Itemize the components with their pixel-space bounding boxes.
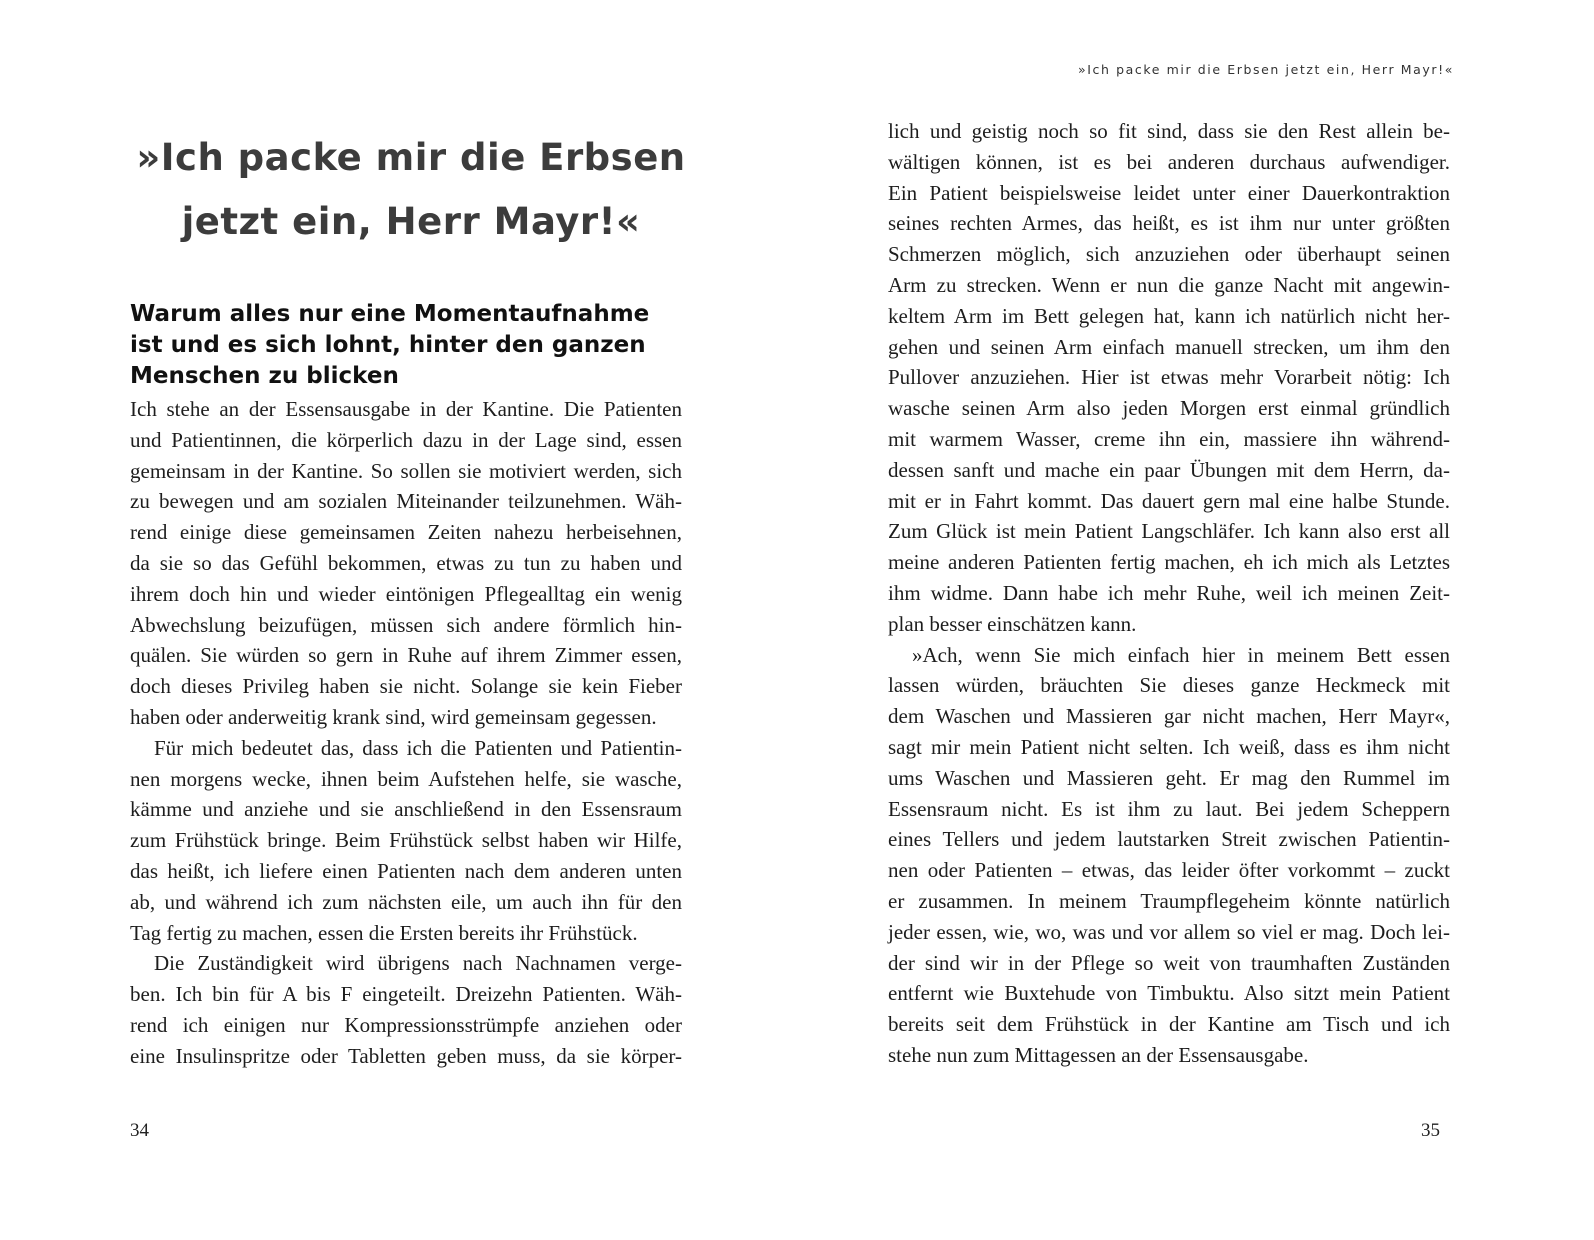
text-line: Die Zuständigkeit wird übrigens nach Nachnamen verge-: [154, 951, 682, 976]
text-line: der sind wir in der Pflege so weit von traumhaften Zuständen: [888, 950, 1450, 975]
text-line: zu bewegen und am sozialen Miteinander teilzunehmen. Wäh-: [130, 489, 682, 514]
text-line: Arm zu strecken. Wenn er nun die ganze Nacht mit angewin-: [888, 272, 1450, 297]
text-line: sagt mir mein Patient nicht selten. Ich weiß, dass es ihm nicht: [888, 734, 1450, 759]
text-line: eines Tellers und jedem lautstarken Streit zwischen Patientin-: [888, 827, 1450, 852]
page-number: 34: [130, 1120, 149, 1141]
page-number: 35: [1421, 1120, 1440, 1141]
subtitle-line: ist und es sich lohnt, hinter den ganzen: [130, 332, 646, 358]
text-line: ben. Ich bin für A bis F eingeteilt. Dreizehn Patienten. Wäh-: [130, 982, 682, 1007]
text-line: kämme und anziehe und sie anschließend in den Essensraum: [130, 797, 682, 822]
text-line: mit er in Fahrt kommt. Das dauert gern mal eine halbe Stunde.: [888, 488, 1450, 513]
text-line: und Patientinnen, die körperlich dazu in der Lage sind, essen: [130, 427, 682, 452]
text-line: quälen. Sie würden so gern in Ruhe auf ihrem Zimmer essen,: [130, 643, 682, 668]
text-line: lich und geistig noch so fit sind, dass sie den Rest allein be-: [888, 119, 1450, 143]
text-line: ab, und während ich zum nächsten eile, um auch ihn für den: [130, 889, 682, 914]
text-line: dessen sanft und mache ein paar Übungen mit dem Herrn, da-: [888, 457, 1450, 482]
text-line: nen morgens wecke, ihnen beim Aufstehen helfe, sie wasche,: [130, 766, 682, 791]
text-line: rend einige diese gemeinsamen Zeiten nahezu herbeisehnen,: [130, 520, 682, 545]
text-line: lassen würden, bräuchten Sie dieses ganze Heckmeck mit: [888, 673, 1450, 698]
text-line: zum Frühstück bringe. Beim Frühstück selbst haben wir Hilfe,: [130, 828, 682, 853]
left-body-text: [130, 394, 682, 1072]
text-line: Für mich bedeutet das, dass ich die Patienten und Patientin-: [154, 735, 682, 760]
chapter-title-line: jetzt ein, Herr Mayr!«: [181, 200, 641, 243]
text-line: plan besser einschätzen kann.: [888, 611, 1137, 636]
running-header: »Ich packe mir die Erbsen jetzt ein, Herr Mayr!«: [1077, 62, 1454, 77]
text-line: »Ach, wenn Sie mich einfach hier in meinem Bett essen: [912, 642, 1450, 667]
text-line: meine anderen Patienten fertig machen, eh ich mich als Letztes: [888, 550, 1450, 575]
text-line: haben oder anderweitig krank sind, wird gemeinsam gegessen.: [130, 704, 657, 729]
subtitle-line: Menschen zu blicken: [130, 363, 399, 389]
text-line: eine Insulinspritze oder Tabletten geben muss, da sie körper-: [130, 1043, 682, 1068]
text-line: das heißt, ich liefere einen Patienten nach dem anderen unten: [130, 858, 682, 883]
subtitle-line: Warum alles nur eine Momentaufnahme: [130, 301, 650, 327]
text-line: Zum Glück ist mein Patient Langschläfer. Ich kann also erst all: [888, 519, 1450, 544]
text-line: doch dieses Privileg haben sie nicht. Solange sie kein Fieber: [130, 674, 682, 699]
text-line: ums Waschen und Massieren geht. Er mag den Rummel im: [888, 765, 1450, 790]
text-line: bereits seit dem Frühstück in der Kantine am Tisch und ich: [888, 1012, 1450, 1037]
text-line: keltem Arm im Bett gelegen hat, kann ich natürlich nicht her-: [888, 303, 1450, 328]
chapter-title: [126, 126, 696, 254]
text-line: stehe nun zum Mittagessen an der Essensausgabe.: [888, 1042, 1309, 1067]
text-line: wältigen können, ist es bei anderen durchaus aufwendiger.: [888, 149, 1450, 174]
text-line: Pullover anzuziehen. Hier ist etwas mehr Vorarbeit nötig: Ich: [888, 365, 1450, 390]
text-line: Abwechslung beizufügen, müssen sich andere förmlich hin-: [130, 612, 682, 637]
text-line: Tag fertig zu machen, essen die Ersten bereits ihr Frühstück.: [130, 920, 638, 945]
text-line: dem Waschen und Massieren gar nicht machen, Herr Mayr«,: [888, 704, 1450, 729]
text-line: Essensraum nicht. Es ist ihm zu laut. Bei jedem Scheppern: [888, 796, 1450, 821]
text-line: seines rechten Armes, das heißt, es ist ihm nur unter größten: [888, 211, 1450, 236]
text-line: ihm widme. Dann habe ich mehr Ruhe, weil ich meinen Zeit-: [888, 580, 1450, 605]
text-line: wasche seinen Arm also jeden Morgen erst einmal gründlich: [888, 396, 1450, 421]
right-page: [797, 0, 1594, 1240]
chapter-title-line: »Ich packe mir die Erbsen: [136, 136, 686, 179]
text-line: gemeinsam in der Kantine. So sollen sie motiviert werden, sich: [130, 458, 682, 483]
text-line: Ein Patient beispielsweise leidet unter einer Dauerkontraktion: [888, 180, 1450, 205]
section-subtitle: [130, 299, 690, 392]
text-line: Schmerzen möglich, sich anzuziehen oder überhaupt seinen: [888, 242, 1450, 267]
text-line: nen oder Patienten – etwas, das leider öfter vorkommt – zuckt: [888, 858, 1450, 883]
text-line: Ich stehe an der Essensausgabe in der Kantine. Die Patienten: [130, 397, 682, 421]
text-line: er zusammen. In meinem Traumpflegeheim könnte natürlich: [888, 888, 1450, 913]
text-line: rend ich einigen nur Kompressionsstrümpfe anziehen oder: [130, 1012, 682, 1037]
right-body-text: [888, 116, 1450, 1071]
text-line: mit warmem Wasser, creme ihn ein, massiere ihn während-: [888, 426, 1450, 451]
text-line: jeder essen, wie, wo, was und vor allem so viel er mag. Doch lei-: [888, 919, 1450, 944]
text-line: entfernt wie Buxtehude von Timbuktu. Also sitzt mein Patient: [888, 981, 1450, 1006]
text-line: gehen und seinen Arm einfach manuell strecken, um ihm den: [888, 334, 1450, 359]
text-line: ihrem doch hin und wieder eintönigen Pflegealltag ein wenig: [130, 581, 682, 606]
text-line: da sie so das Gefühl bekommen, etwas zu tun zu haben und: [130, 550, 682, 575]
